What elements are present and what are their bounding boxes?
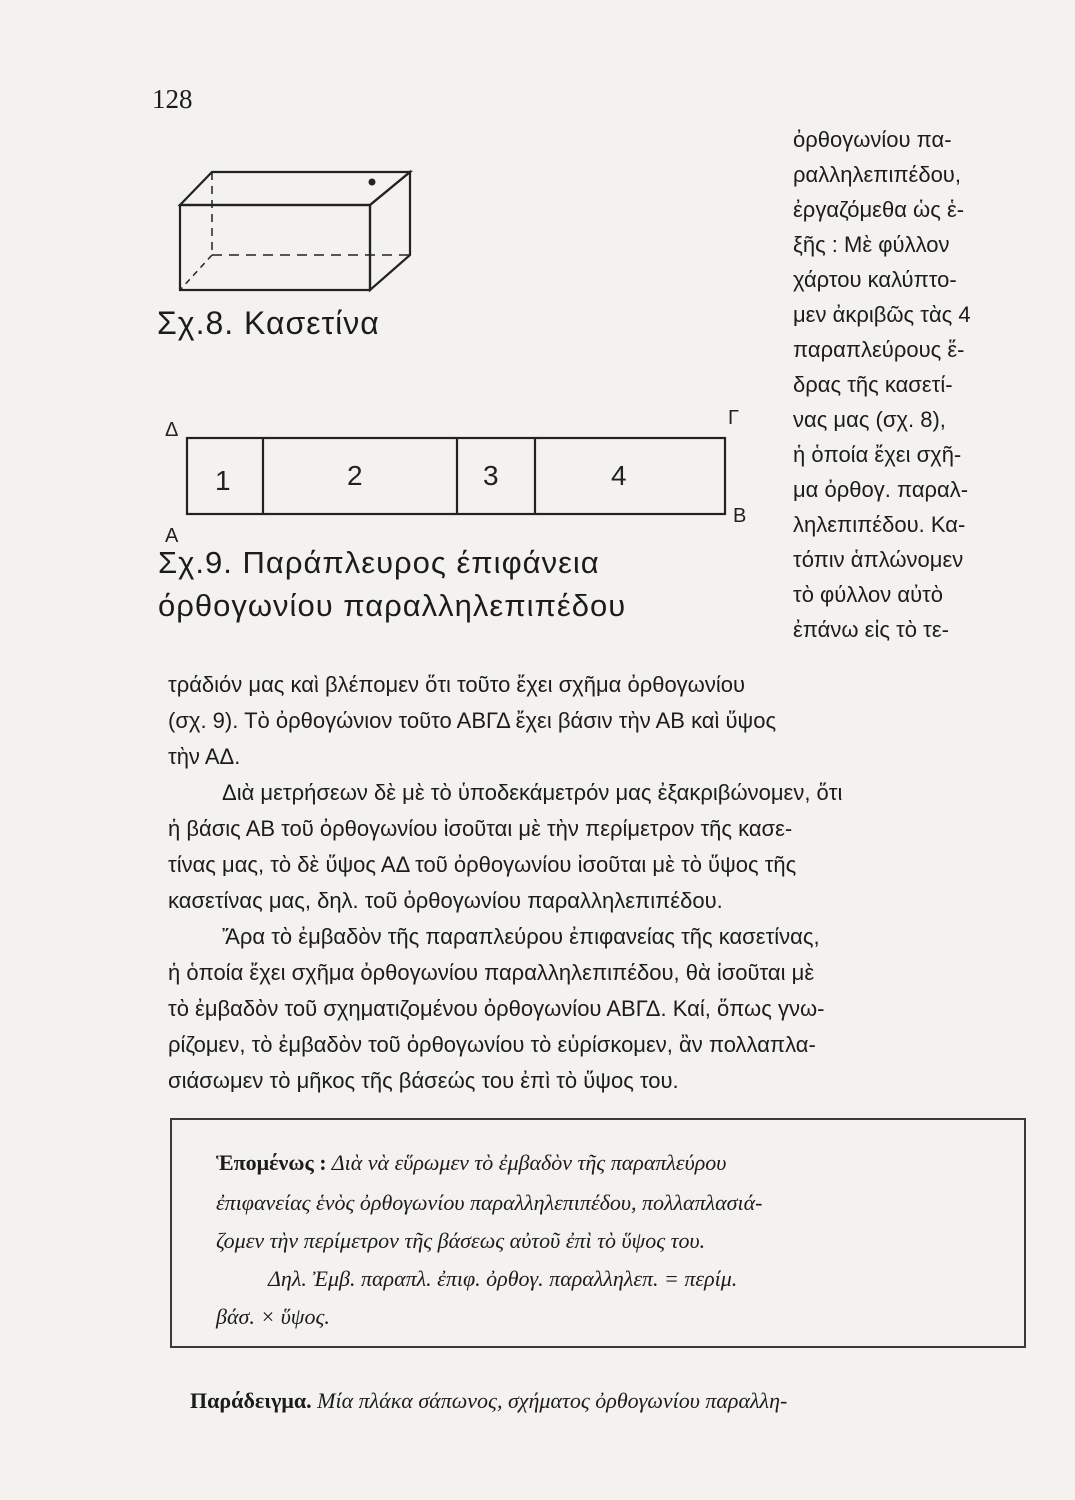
text-line: ξῆς : Μὲ φύλλον (793, 232, 950, 257)
text-line: ἐργαζόμεθα ὡς ἑ- (793, 197, 965, 222)
text-line: χάρτου καλύπτο- (793, 267, 957, 292)
text-line: ληλεπιπέδου. Κα- (793, 512, 966, 537)
summary-box (170, 1118, 1026, 1348)
note-formula-end: βάσ. × ὕψος. (216, 1304, 330, 1329)
text-line: ὀρθογωνίου πα- (793, 127, 952, 152)
text-line: Διὰ μετρήσεων δὲ μὲ τὸ ὑποδεκάμετρόν μας ἐξακριβώνομεν, ὅτι (222, 780, 843, 805)
note-line-1 (216, 1150, 726, 1176)
text-line: ἡ ὁποία ἔχει σχῆ- (793, 442, 962, 467)
figure9-caption: όρθογωνίου παραλληλεπιπέδου (158, 588, 627, 623)
net-diagram (155, 410, 755, 545)
example-line (190, 1388, 787, 1414)
box-figure (172, 160, 422, 300)
corner-label-gamma: Γ (728, 410, 740, 429)
text-line: ἡ βάσις ΑΒ τοῦ ὀρθογωνίου ἰσοῦται μὲ τὴν περίμετρον τῆς κασε- (168, 816, 793, 841)
box-hidden-edge (180, 255, 212, 290)
figure8-caption: Σχ.8. Κασετίνα (157, 305, 380, 341)
corner-label-beta: Β (733, 505, 747, 527)
box-front-face (180, 205, 370, 290)
figure9-caption: Σχ.9. Παράπλευρος έπιφάνεια (158, 545, 600, 580)
text-line: νας μας (σχ. 8), (793, 407, 946, 432)
face-number: 1 (215, 465, 231, 496)
text-line: τὸ φύλλον αὐτὸ (793, 582, 944, 607)
note-lead: Ἑπομένως : (216, 1150, 327, 1175)
box-side-face (370, 172, 410, 290)
example-lead: Παράδειγμα. (190, 1388, 312, 1413)
text-line: μεν ἀκριβῶς τὰς 4 (793, 302, 971, 327)
text-line: τὴν ΑΔ. (168, 744, 241, 769)
face-number: 4 (611, 460, 627, 491)
page-number: 128 (152, 84, 193, 114)
note-text: Διὰ νὰ εὕρωμεν τὸ ἐμβαδὸν τῆς παραπλεύρου (331, 1150, 727, 1175)
text-line: σιάσωμεν τὸ μῆκος τῆς βάσεώς του ἐπὶ τὸ ὕψος του. (168, 1068, 679, 1093)
text-line: ρίζομεν, τὸ ἐμβαδὸν τοῦ ὀρθογωνίου τὸ εὑρίσκομεν, ἂν πολλαπλα- (168, 1032, 816, 1057)
corner-label-delta: Δ (165, 419, 179, 441)
face-number: 2 (347, 460, 363, 491)
note-line-2: ἐπιφανείας ἑνὸς ὀρθογωνίου παραλληλεπιπέδου, πολλαπλασιά- (216, 1190, 763, 1215)
text-line: κασετίνας μας, δηλ. τοῦ ὀρθογωνίου παραλληλεπιπέδου. (168, 888, 723, 913)
text-line: παραπλεύρους ἕ- (793, 337, 965, 362)
box-clasp-dot (369, 179, 376, 186)
text-line: τίνας μας, τὸ δὲ ὕψος ΑΔ τοῦ ὀρθογωνίου ἰσοῦται μὲ τὸ ὕψος τῆς (168, 852, 797, 877)
note-line-3: ζομεν τὴν περίμετρον τῆς βάσεως αὐτοῦ ἐπὶ τὸ ὕψος του. (216, 1228, 706, 1253)
text-line: τράδιόν μας καὶ βλέπομεν ὅτι τοῦτο ἔχει σχῆμα ὀρθογωνίου (168, 672, 746, 697)
text-line: δρας τῆς κασετί- (793, 372, 953, 397)
face-number: 3 (483, 460, 499, 491)
side-text-column (793, 122, 1033, 647)
text-line: τόπιν ἁπλώνομεν (793, 547, 964, 572)
text-line: τὸ ἐμβαδὸν τοῦ σχηματιζομένου ὀρθογωνίου ΑΒΓΔ. Καί, ὅπως γνω- (168, 996, 825, 1021)
text-line: ραλληλεπιπέδου, (793, 162, 961, 187)
text-line: μα ὀρθογ. παραλ- (793, 477, 969, 502)
text-line: (σχ. 9). Τὸ ὀρθογώνιον τοῦτο ΑΒΓΔ ἔχει βάσιν τὴν ΑΒ καὶ ὕψος (168, 708, 777, 733)
note-formula: Δηλ. Ἐμβ. παραπλ. ἐπιφ. ὀρθογ. παραλληλεπ. = περίμ. (268, 1266, 738, 1291)
corner-label-alpha: Α (165, 525, 179, 545)
text-line: Ἄρα τὸ ἐμβαδὸν τῆς παραπλεύρου ἐπιφανείας τῆς κασετίνας, (222, 924, 820, 949)
example-text: Μία πλάκα σάπωνος, σχήματος ὀρθογωνίου παραλλη- (317, 1388, 788, 1413)
text-line: ἐπάνω εἰς τὸ τε- (793, 617, 949, 642)
text-line: ἡ ὁποία ἔχει σχῆμα ὀρθογωνίου παραλληλεπιπέδου, θὰ ἰσοῦται μὲ (168, 960, 815, 985)
